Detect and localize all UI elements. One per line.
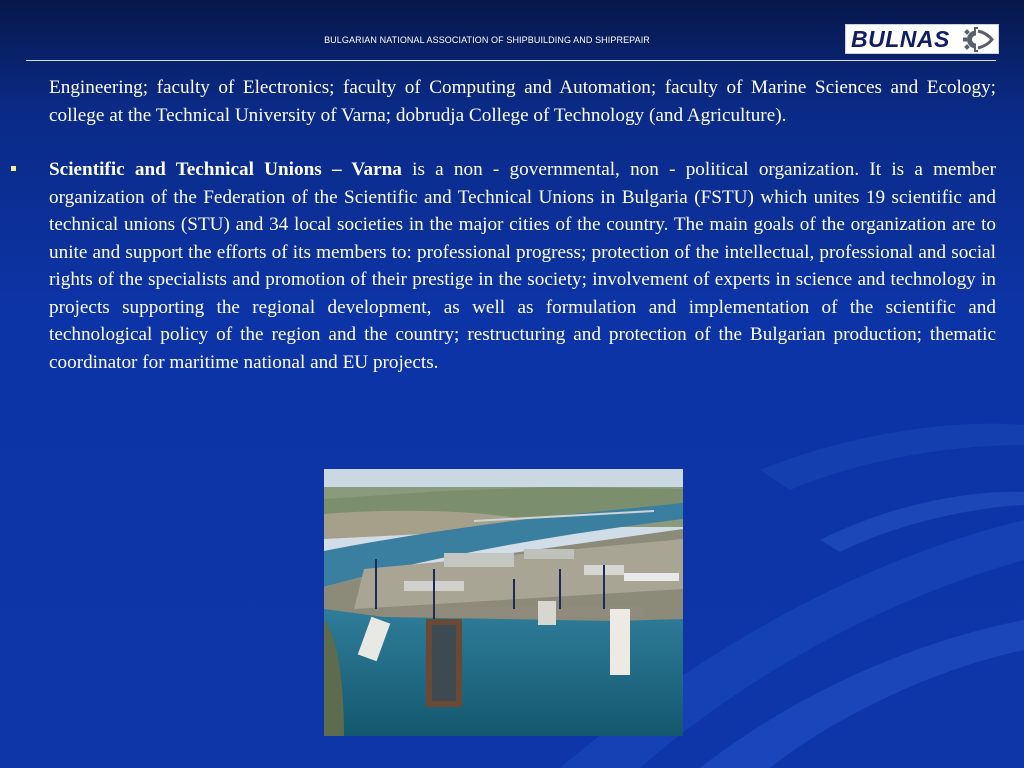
logo-text: BULNAS (851, 26, 950, 52)
paragraph-stu-varna (49, 156, 996, 376)
shipyard-aerial-photo (324, 469, 683, 736)
body-text (49, 74, 996, 376)
header-divider (26, 60, 996, 61)
bulnas-logo (845, 24, 999, 54)
header-title: BULGARIAN NATIONAL ASSOCIATION OF SHIPBUILDING AND SHIPREPAIR (324, 35, 650, 45)
stu-varna-description: is a non - governmental, non - political organization. It is a member organization of the Federation of the Scientific and Technical Unions in Bulgaria (FSTU) which unites 19 scientific and technical unions (STU) and 34 local societies in the major cities of the country. The main goals of the organization are to unite and support the efforts of its members to: professional progress; protection of the intellectual, professional and social rights of the specialists and promotion of their prestige in the society; involvement of experts in science and technology in projects supporting the regional development, as well as formulation and implementation of the scientific and technological policy of the region and the country; restructuring and protection of the Bulgarian production; thematic coordinator for maritime national and EU projects. (49, 159, 996, 373)
gear-icon (962, 27, 994, 52)
stu-varna-name: Scientific and Technical Unions – Varna (49, 159, 402, 180)
paragraph-faculties: Engineering; faculty of Electronics; faculty of Computing and Automation; faculty of Marine Sciences and Ecology; college at the Technical University of Varna; dobrudja College of Technology (and Agriculture). (49, 77, 996, 126)
bullet-marker (11, 166, 16, 171)
